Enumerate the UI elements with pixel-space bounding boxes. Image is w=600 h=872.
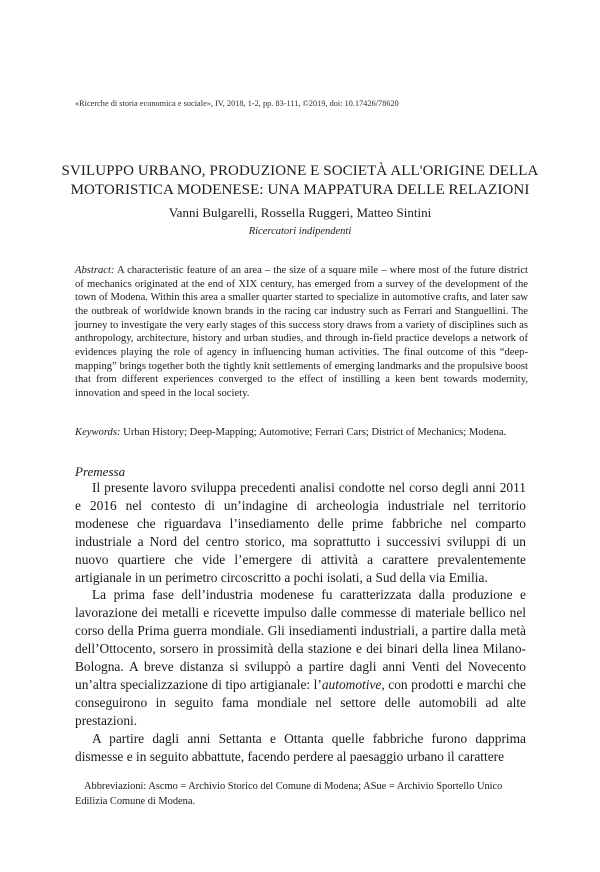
footnote-text: Abbreviazioni: Ascmo = Archivio Storico del Comune di Modena; ASue = Archivio Sportello Unico Edilizia Comune di Modena. — [75, 781, 503, 807]
paragraph-2-text-a: La prima fase dell’industria modenese fu caratterizzata dalla produzione e lavorazione dei metalli e ricevette impulso dalle commesse di materiale bellico nel corso della Prima guerra mondiale. Gli insediamenti industriali, a partire dalla metà dell’Ottocento, sorsero in prossimità della stazione e dei binari della linea Milano-Bologna. A breve distanza si sviluppò a partire dagli anni Venti del Novecento un’altra specializzazione di tipo artigianale: l’ — [75, 587, 526, 692]
keywords — [75, 426, 535, 440]
abstract — [75, 264, 528, 401]
abstract-label: Abstract: — [75, 265, 115, 276]
body-paragraph-2 — [75, 586, 526, 729]
abstract-text: A characteristic feature of an area – the size of a square mile – where most of the future district of mechanics originated at the end of XIX century, has emerged from a survey of the development of the town of Modena. Within this area a smaller quarter started to specialize in automotive crafts, and later saw the outbreak of worldwide known brands in the racing car industry such as Ferrari and Stanguellini. The journey to investigate the very early stages of this success story draws from a variety of disciplines such as anthropology, architecture, history and urban studies, and through in-field practice develops a network of evidences playing the role of agency in influencing human activities. The final outcome of this “deep-mapping” brings together both the tightly knit settlements of emerging landmarks and the propulsive boost that from different experiences converged to the effect of instilling a keen bent towards modernity, innovation and speed in the local society. — [75, 265, 528, 399]
body-paragraph-3: A partire dagli anni Settanta e Ottanta quelle fabbriche furono dapprima dismesse e in seguito abbattute, facendo perdere al paesaggio urbano il carattere — [75, 730, 526, 764]
keywords-label: Keywords: — [75, 427, 121, 438]
paragraph-2-text-b: , con prodotti e marchi che conseguirono in seguito fama mondiale nel settore delle automobili ad alte prestazioni. — [75, 676, 526, 728]
authors: Vanni Bulgarelli, Rossella Ruggeri, Matteo Sintini — [168, 205, 432, 220]
paragraph-2-emphasis: automotive — [321, 676, 382, 692]
section-title: Premessa — [75, 464, 126, 479]
title-line-1: SVILUPPO URBANO, PRODUZIONE E SOCIETÀ ALL'ORIGINE DELLA — [61, 163, 539, 179]
body-text — [75, 479, 526, 766]
affiliation: Ricercatori indipendenti — [248, 226, 352, 237]
body-paragraph-1: Il presente lavoro sviluppa precedenti analisi condotte nel corso degli anni 2011 e 2016 nel contesto di un’indagine di archeologia industriale nel territorio modenese che riguardava l’insediamento delle prime fabbriche nel comparto industriale a Nord del centro storico, ma soprattutto i successivi sviluppi di un nuovo quartiere che vide l’emergere di attività a carattere prevalentemente artigianale in un perimetro circoscritto a pochi isolati, a Sud della via Emilia. — [75, 480, 526, 585]
title-line-2: MOTORISTICA MODENESE: UNA MAPPATURA DELLE RELAZIONI — [70, 182, 530, 198]
footnote — [75, 780, 528, 809]
journal-citation: «Ricerche di storia economica e sociale», IV, 2018, 1-2, pp. 83-111, ©2019, doi: 10.17426/78620 — [75, 99, 399, 108]
keywords-text: Urban History; Deep-Mapping; Automotive; Ferrari Cars; District of Mechanics; Modena. — [123, 427, 507, 438]
article-title — [60, 162, 540, 200]
